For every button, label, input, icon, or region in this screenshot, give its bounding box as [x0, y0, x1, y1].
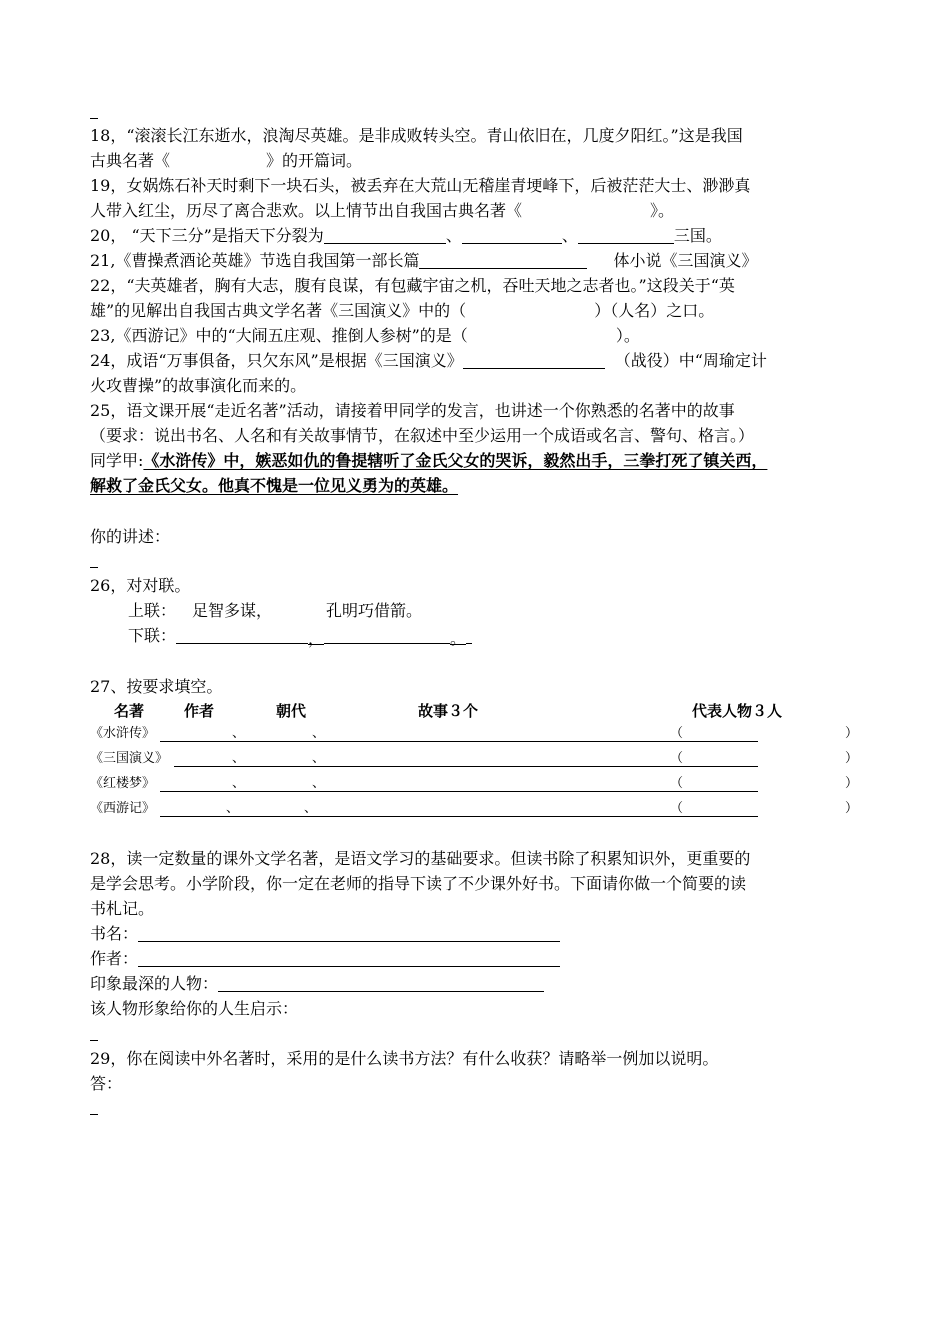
q26-blank-1[interactable]: [176, 627, 308, 644]
q19-line1: 19，女娲炼石补天时剩下一块石头，被丢弃在大荒山无稽崖青埂峰下，后被茫茫大士、渺渺真: [90, 176, 751, 195]
q20-blank-2[interactable]: [462, 227, 562, 244]
q26-upper: 上联： 足智多谋， 孔明巧借箭。: [128, 601, 423, 620]
q27-header-characters: 代表人物３人: [692, 702, 783, 720]
q25-answer-marker[interactable]: [90, 567, 98, 568]
q25-example-line2: 解救了金氏父女。他真不愧是一位见义勇为的英雄。: [90, 476, 459, 495]
q28-book-blank[interactable]: [138, 925, 560, 942]
q27-header-stories: 故事３个: [418, 702, 479, 720]
q26-title: 26，对对联。: [90, 576, 191, 595]
q25-answer-label: 你的讲述：: [90, 527, 171, 546]
q27-row-xiyou: 《西游记》 、 、 （ ）: [90, 799, 860, 819]
q27-book-name: 《西游记》: [90, 801, 156, 816]
q25-line1: 25，语文课开展“走近名著”活动，请接着甲同学的发言，也讲述一个你熟悉的名著中的故事: [90, 401, 735, 420]
q27-row-shuihu: 《水浒传》 、 、 （ ）: [90, 724, 860, 744]
q28-character-blank[interactable]: [218, 975, 544, 992]
q24-line2: 火攻曹操”的故事演化而来的。: [90, 376, 307, 395]
q28-book-field: 书名：: [90, 923, 560, 945]
q27-fill-line[interactable]: [160, 791, 758, 792]
q27-book-name: 《水浒传》: [90, 726, 156, 741]
q28-insight-label: 该人物形象给你的人生启示：: [90, 999, 299, 1018]
q29-answer-label: 答：: [90, 1074, 123, 1093]
q20-line: 20， “天下三分”是指天下分裂为 、 、 三国。: [90, 226, 722, 245]
q26-blank-2[interactable]: [324, 627, 450, 644]
q29-answer-marker[interactable]: [90, 1114, 98, 1115]
q19-line2: 人带入红尘，历尽了离合悲欢。以上情节出自我国古典名著《 》。: [90, 201, 675, 220]
q21-line: 21,《曹操煮酒论英雄》节选自我国第一部长篇 体小说《三国演义》: [90, 251, 758, 270]
q23-line: 23,《西游记》中的“大闹五庄观、推倒人参树”的是（ ）。: [90, 326, 640, 345]
q28-line3: 书札记。: [90, 899, 155, 918]
q27-book-name: 《三国演义》: [90, 751, 169, 766]
q28-line1: 28，读一定数量的课外文学名著，是语文学习的基础要求。但读书除了积累知识外，更重要的: [90, 849, 751, 868]
q26-lower: 下联： ， 。: [128, 625, 472, 647]
q18-line2: 古典名著《 》的开篇词。: [90, 151, 363, 170]
q27-row-honglou: 《红楼梦》 、 、 （ ）: [90, 774, 860, 794]
q28-answer-marker[interactable]: [90, 1040, 98, 1041]
q24-line1: 24，成语“万事俱备，只欠东风”是根据《三国演义》 （战役）中“周瑜定计: [90, 351, 767, 370]
blank-line-marker: [90, 118, 98, 119]
q25-line2: （要求：说出书名、人名和有关故事情节，在叙述中至少运用一个成语或名言、警句、格言。）: [90, 426, 755, 445]
q24-blank[interactable]: [463, 352, 605, 369]
q27-header-book: 名著: [114, 702, 145, 720]
q28-author-field: 作者：: [90, 948, 560, 970]
q27-fill-line[interactable]: [160, 741, 758, 742]
q18-line1: 18，“滚滚长江东逝水，浪淘尽英雄。是非成败转头空。青山依旧在，几度夕阳红。”这是我国: [90, 126, 743, 145]
q20-blank-3[interactable]: [578, 227, 674, 244]
q28-character-field: 印象最深的人物：: [90, 973, 544, 995]
q27-header-author: 作者: [184, 702, 215, 720]
q22-line2: 雄”的见解出自我国古典文学名著《三国演义》中的（ ）（人名）之口。: [90, 301, 715, 320]
q27-title: 27、按要求填空。: [90, 677, 223, 696]
q27-book-name: 《红楼梦》: [90, 776, 156, 791]
q27-fill-line[interactable]: [160, 816, 758, 817]
q29-line1: 29，你在阅读中外名著时，采用的是什么读书方法？有什么收获？请略举一例加以说明。: [90, 1049, 719, 1068]
q22-line1: 22，“夫英雄者，胸有大志，腹有良谋，有包藏宇宙之机，吞吐天地之志者也。”这段关于“英: [90, 276, 735, 295]
q27-header-dynasty: 朝代: [276, 702, 307, 720]
q25-example-line1: 同学甲:《水浒传》中，嫉恶如仇的鲁提辖听了金氏父女的哭诉，毅然出手，三拳打死了镇关西，: [90, 451, 768, 470]
q28-line2: 是学会思考。小学阶段，你一定在老师的指导下读了不少课外好书。下面请你做一个简要的读: [90, 874, 747, 893]
q28-author-blank[interactable]: [138, 950, 560, 967]
q21-blank[interactable]: [419, 252, 587, 269]
q27-row-sanguo: 《三国演义》 、 、 （ ）: [90, 749, 860, 769]
q20-blank-1[interactable]: [324, 227, 446, 244]
